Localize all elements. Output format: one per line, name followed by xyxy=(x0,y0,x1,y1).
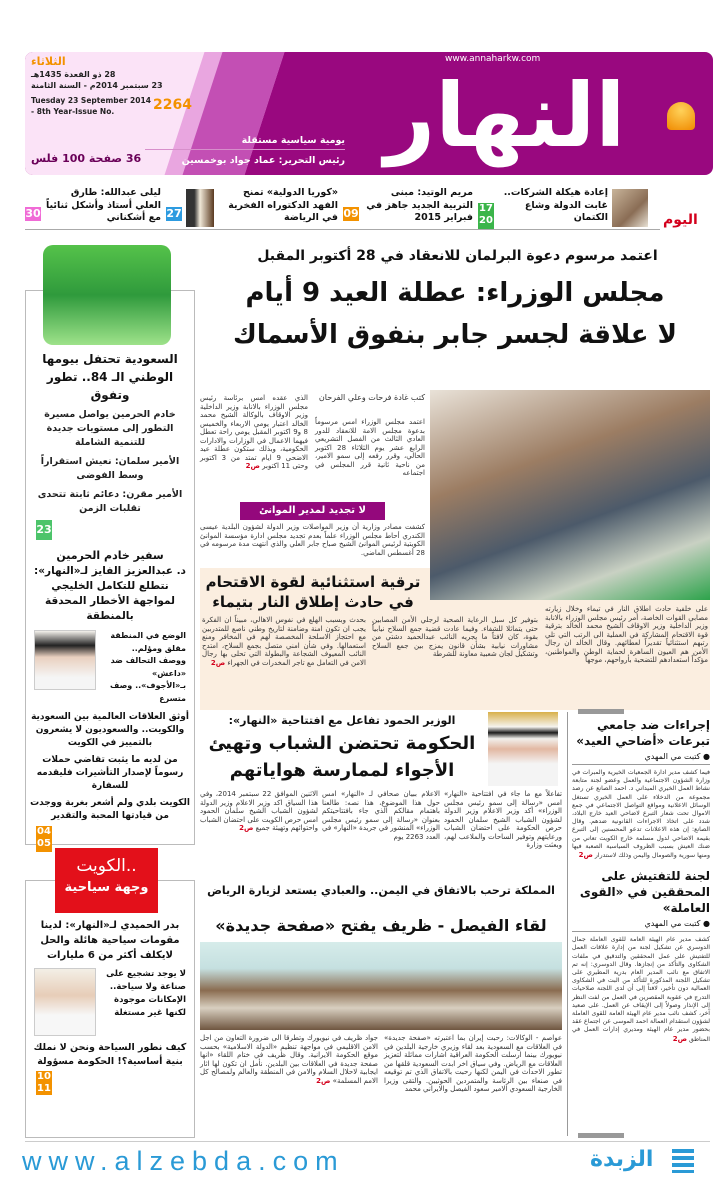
ambassador-headline: د. عبدالعزيز الفايز لـ«النهار»: نتطلع للتكامل الخليجي لمواجهة الأخطار المحدقة بالمنطقة xyxy=(34,565,186,622)
page-ref[interactable]: ص2 xyxy=(672,1034,687,1043)
page-ref[interactable]: ص2 xyxy=(210,658,226,667)
page-ref[interactable]: ص2 xyxy=(316,1076,331,1085)
issue-english: - 8th Year-Issue No. xyxy=(31,107,115,116)
sidebar-text: كشف مدير عام الهيئة العامة للقوى العاملة جمال الدوسري عن تشكيل لجنة من إدارة علاقات العمل للتفتيش على عمل المحققين والتدقيق في ملفات الشكاوى والتأكد من إنجازها. وقال الدوسري: إنه تم الاتفاق مع نائب المدير العام بدرية المطيري على تشكيل اللجنة المذكورة للتأكد من البت في الشكاوى العمالية دون تأخير، لافتاً إلى أن لدى اللجنة صلاحيات التدرج في عقوبة المقصرين في العمل من لفت النظر إلى الإنذار وصولاً إلى الإيقاف عن العمل. على صعيد آخر، كشف نائب مدير عام الهيئة العامة للقوى العاملة لشؤون استقدام العمالة احمد الموسى عن اجتماع عقد بحضور مدير عام الهيئة ومديري إدارات العمل في المناطق xyxy=(572,936,710,1043)
pages-price: 36 صفحة 100 فلس xyxy=(31,152,142,165)
ambassador-kicker: سفير خادم الحرمين xyxy=(56,549,164,562)
sidebar-text: فيما كشف مدير ادارة الجمعيات الخيرية والمبرات في وزارة الشؤون الاجتماعية والعمل وعضو لجنة متابعة نشاط العمل الخيري الميداني د. احمد الصانع عن رصد مجموعة من الدخلاء على العمل الخيري تستغل الوسائل الاعلانية ومواقع التواصل الاجتماعي في جمع الاموال تحت شعار التبرع لاضاحي العيد خارج البلاد، شدد على اتخاذ الاجراءات القانونية ضدهم. وقال الصانع: إن هذه الاعلانات تدعو المحسنين إلى التبرع بقيمة الاضاحي لدول مسلمة خارج الكويت تعاني من ضنك العيش بسبب الظروف السياسية الصعبة فيها ومنها سورية والصومال واليمن وذلك لاستدرار xyxy=(572,769,710,860)
page-number-badge: 30 xyxy=(25,207,41,220)
page-number-badge: 09 xyxy=(343,207,359,220)
bullet-icon: ● xyxy=(700,919,710,929)
saudi-point: الأمير مقرن: دعائم ثابتة تتحدى تقلبات الزمن xyxy=(37,489,183,514)
page-number-badge: 23 xyxy=(36,520,52,540)
sidebar-byline: كتبت مي المهدي xyxy=(644,752,701,761)
day-name: الثلاثاء xyxy=(31,55,66,68)
ambassador-point: أوثق العلاقات العالمية بين السعودية والكويت.. والسعوديون لا يشعرون بالتمييز في الكويت xyxy=(31,712,189,748)
hijri-date: 28 ذو القعدة 1435هـ xyxy=(31,70,116,79)
sidebar-article[interactable] xyxy=(572,868,710,1044)
website-link[interactable]: www.annaharkw.com xyxy=(445,54,541,64)
tourism-quote: لا يوجد تشجيع على صناعة ولا سياحة.. الإمكانات موجودة لكنها غير مستغلة xyxy=(106,969,186,1018)
promotion-col1: على خلفية حادث اطلاق النار في تيماء وخلال زيارته مصابي القوات الخاصة، أمر رئيس مجلس الوزراء بالانابة وزير الداخلية وزير الاوقاف الشيخ محمد الخالد بترقية قوة الاقتحام المشاركة في العملية الى الرتب التي تلي رتبهم استثنائياً تقديراً لعطائهم. وقال الخالد ان رجال الأمن هم العيون الساهرة لحماية الوطن والمواطنين، مؤكداً استعدادهم للتضحية بأرواحهم، موجهاً xyxy=(545,605,708,664)
tourism-badge: الكويت.. وجهة سياحية xyxy=(55,848,158,913)
divider xyxy=(578,709,624,714)
tourism-headline[interactable]: بدر الحميدي لـ«النهار»: لدينا مقومات سياحية هائلة والحل لايكلف أكثر من 6 مليارات xyxy=(40,920,180,961)
promotion-col2: بتوفير كل سبل الرعاية الصحية لرجلي الأمن المصابين حتى يتماثلا للشفاء. وفيما عادت قضية جمع السلاح نيابياً بقوة، كان لافتاً ما يجريه النائب عبدالحميد دشتي من مشاورات نيابية بشأن قانون يمزج بين جمع السلاح وتشكيل لجان شعبية معاونة للشرطة xyxy=(372,616,538,658)
minister-col2: الاعلام ببيان صحافي لـ «النهار» امس حول هذا الموضوع، هذا نصه: طالعنا باهتمام مقالكم الذي جاء بافتتاحيتكم بعنوان «رسالة إلى سمو رئيس مجلس الوزراء» المنشور في جريدة «النهار» في العدد 2263 يوم xyxy=(322,790,440,841)
gregorian-date: 23 سبتمبر 2014م - السنة الثامنة xyxy=(31,81,163,90)
yemen-col2: جواد ظريف في نيويورك وتطرقا الى ضرورة التعاون من اجل الامن الاقليمي في مواجهة تنظيم «الدولة الاسلامية» بحسب موقع الحكومة الايرانية. وقال ظريف في ختام اللقاء «انها صفحة جديدة في العلاقات بين البلدين. نأمل ان تكون لها اثار ايجابية لاحلال السلام والامن في المنطقة والعالم ولمصالح كل الامم المسلمة» xyxy=(200,1034,378,1085)
saudi-story[interactable] xyxy=(30,350,190,516)
strip-item[interactable]: مريم الوتيد: مبنى التربية الجديد جاهز في فبراير 2015 xyxy=(366,187,473,223)
minister-col1: تفاعلاً مع ما جاء في افتتاحية «النهار» امس «رسالة إلى سمو رئيس مجلس الوزراء» أكد وزير الاعلام وزير الدولة لشؤون الشباب الشيخ سلمان الحمود حرص الحكومة على احتضان الشباب ورعايتهم وتوفير الساحات والملاعب لهم، وبعثت وزارة xyxy=(444,790,562,849)
page-ref[interactable]: ص2 xyxy=(578,851,593,860)
lead-byline: كتب غادة فرحات وعلي الفرحان xyxy=(318,393,425,402)
footer-divider xyxy=(25,1141,710,1142)
saudi-headline: السعودية تحتفل بيومها الوطني الـ 84.. تطور وتفوق xyxy=(42,352,178,402)
issue-number: 2264 xyxy=(153,97,192,113)
page-ref[interactable]: ص2 xyxy=(239,824,254,832)
lead-kicker: اعتمد مرسوم دعوة البرلمان للانعقاد في 28 أكتوبر المقبل xyxy=(257,248,658,264)
ambassador-story[interactable] xyxy=(30,548,190,624)
ambassador-quote: الوضع في المنطقة مقلق ومؤلم.. ووصف التحالف ضد «داعش» بـ«الأجوف».. وصف متسرع xyxy=(110,631,186,703)
divider xyxy=(25,229,660,230)
page-number-badge: 10 11 xyxy=(37,1071,51,1094)
ambassador-point: الكويت بلدي ولم أشعر بغربة ووجدت من قيادتها المحبة والتقدير xyxy=(30,798,190,821)
bullet-icon: ● xyxy=(700,752,710,761)
lead-text-col2: الذي عقده امس برئاسة رئيس مجلس الوزراء بالانابة وزير الداخلية وزير الاوقاف بالوكالة الشيخ محمد الخالد اعتبار يومي الاربعاء والخميس 8 و9 اكتوبر المقبل يومي راحة تعطل فيهما الاعمال في الوزارات والادارات الحكومية، وبذلك ستكون عطلة عيد الاضحى 9 ايام تمتد من 3 اكتوبر وحتى 11 اكتوبر xyxy=(200,394,308,470)
strip-thumbnail xyxy=(612,189,648,227)
lead-text-col1: اعتمد مجلس الوزراء امس مرسوماً بدعوة مجلس الامة للانعقاد للدور العادي الثالث من الفصل التشريعي الرابع عشر يوم الثلاثاء 28 اكتوبر الحالي، وقرر رفعه إلى سمو الامير، من ناحية ثانية قرر المجلس في اجتماعه xyxy=(315,418,425,477)
ambassador-point: من لديه ما يثبت تقاضي حملات رسوماً لإصدار التأشيرات فليقدمه للسفارة xyxy=(36,755,184,791)
promotion-col3: بحدث وبسبب الهلع في نفوس الاهالي، مبيناً ان الفكرة يجب ان تكون امنة وضامنة لتاريخ وطني ناصع للمتدربين مع احتجاز الاسلحة المخصصة لهم في المخافر ومنع استعمالها. وفي شأن امني متصل بجمع السلاح، امتدح النائب المعيوف الشجاعة والبطولة التي تحلى بها رجال الامن في التعامل مع تاجر المخدرات في الجهراء xyxy=(202,616,366,667)
hamidi-photo xyxy=(34,968,96,1036)
strip-item[interactable]: ليلى عبدالله: طارق العلي أستاذ وأشكل ثنائياً مع أشكناني xyxy=(45,187,161,223)
tourism-bottom: كيف نطور السياحة ونحن لا نملك بنية أساسية؟! الحكومة مسؤولة xyxy=(33,1042,187,1067)
divider xyxy=(578,1133,624,1138)
saudi-point: الأمير سلمان: نعيش استقراراً وسط الفوضى xyxy=(40,456,180,481)
minister-col3: الاثنين الموافق 22 سبتمبر 2014، وفي هذا السياق اكد وزير الاعلام وزير الدولة لشؤون الشباب الشيخ سلمان الحمود امس حرص الكويت على احتضان الشباب واحتوائهم وتهيئة جميع xyxy=(200,790,319,832)
lead-headline[interactable]: مجلس الوزراء: عطلة العيد 9 أيام لا علاقة لجسر جابر بنفوق الأسماك xyxy=(233,278,677,350)
hospital-visit-photo xyxy=(430,390,710,600)
date-english: Tuesday 23 September 2014 xyxy=(31,96,151,105)
page-ref[interactable]: ص2 xyxy=(245,462,260,470)
lead-banner: لا تجديد لمدير الموانئ xyxy=(240,502,385,520)
strip-thumbnail xyxy=(186,189,214,227)
today-label: اليوم xyxy=(663,212,698,228)
sidebar-byline: كتبت مي المهدي xyxy=(644,919,701,929)
saudi-point: خادم الحرمين يواصل مسيرة التطور إلى مستويات جديدة للتنمية الشاملة xyxy=(44,409,176,448)
sun-logo-icon xyxy=(667,102,695,130)
minister-photo xyxy=(488,712,558,786)
saudi-leaders-image xyxy=(43,245,171,345)
strip-item[interactable]: «كوريا الدولية» تمنح الفهد الدكتوراه الفخرية في الرياضة xyxy=(228,187,338,223)
page-number-badge: 04 05 xyxy=(36,826,52,852)
promotion-headline[interactable]: ترقية استثنائية لقوة الاقتحام في حادث إطلاق النار بتيماء xyxy=(205,573,421,611)
banner-text: كشفت مصادر وزارية أن وزير المواصلات وزير الدولة لشؤون البلدية عيسى الكندري أحاط مجلس الوزراء علماً بعدم تجديد مجلس ادارة مؤسسة الموانئ الكويتية لرئيس الموانئ الشيخ صباح جابر العلي والذي انتهت مدة مرسومه في 28 أغسطس الماضي. xyxy=(200,523,425,557)
sidebar-headline: لجنة للتفتيش على المحققين في «القوى العاملة» xyxy=(579,869,710,916)
sidebar-article[interactable] xyxy=(572,717,710,860)
logo: النهار xyxy=(384,64,626,167)
page-number-badge: 17 20 xyxy=(478,203,494,229)
ambassador-photo xyxy=(34,630,96,690)
minister-kicker: الوزير الحمود تفاعل مع افتتاحية «النهار»: xyxy=(228,714,456,727)
strip-item[interactable]: إعادة هيكلة الشركات.. غابت الدولة وشاع الكتمان xyxy=(503,187,608,223)
yemen-col1: عواصم - الوكالات: رحبت إيران بما اعتبرته «صفحة جديدة» في العلاقات مع السعودية بعد لقاء وزيري خارجية البلدين في نيويورك بينما ارسلت الحكومة العراقية اشارات مماثلة لتعزيز العلاقات مع الرياض. وفي سياق اخر ابدت السعودية قلقها من تطور الاحداث في اليمن لكنها رحبت بالاتفاق الذي تم توقيعه في صنعاء بين الرئاسة والمتمردين الحوثيين. والتقى وزيرا الخارجية السعودي الامير سعود الفيصل والايراني محمد xyxy=(384,1034,562,1093)
yemen-kicker: المملكة ترحب بالاتفاق في اليمن.. والعبادي يستعد لزيارة الرياض xyxy=(207,884,555,897)
footer-website[interactable]: www.alzebda.com xyxy=(22,1146,345,1176)
page-number-badge: 27 xyxy=(166,207,182,220)
yemen-crowd-photo xyxy=(200,942,562,1030)
minister-headline[interactable]: الحكومة تحتضن الشباب وتهيئ الأجواء لممارسة هواياتهم xyxy=(208,733,476,781)
editor-in-chief: رئيس التحرير: عماد جواد بوخمسين xyxy=(181,155,345,166)
menu-lines-icon xyxy=(672,1149,694,1173)
tagline: يومية سياسية مستقلة xyxy=(145,134,345,150)
masthead xyxy=(25,52,713,175)
sidebar-headline: إجراءات ضد جامعي تبرعات «أضاحي العيد» xyxy=(576,718,710,748)
footer-logo: الزبدة xyxy=(590,1147,654,1172)
yemen-headline[interactable]: لقاء الفيصل - ظريف يفتح «صفحة جديدة» xyxy=(215,916,547,935)
